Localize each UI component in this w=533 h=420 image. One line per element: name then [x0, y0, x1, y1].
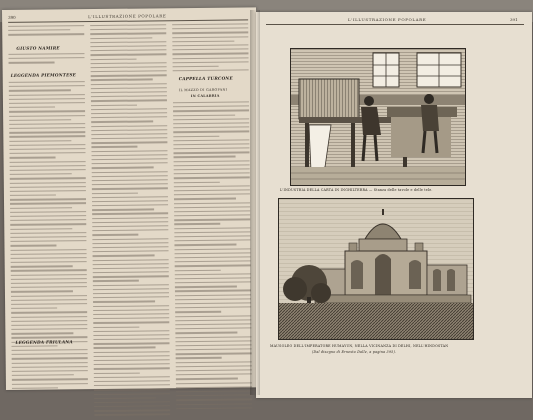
left-page	[2, 7, 260, 390]
caption-paper-factory: L'INDUSTRIA DELLA CARTA IN INGHILTERRA — Stanza delle tavole e delle tele.	[280, 188, 433, 192]
book-gutter	[250, 10, 260, 395]
caption-humayun-tomb: MAUSOLEO DELL'IMPERATORE HUMAYUN, NELLA VICINANZA DI DELHI, NELL'HINDOSTAN	[270, 344, 449, 348]
left-column-1-body	[9, 81, 88, 350]
heading-leggenda-piemontese: LEGGENDA PIEMONTESE	[10, 72, 77, 78]
left-column-3-body	[173, 101, 252, 412]
humayun-tomb-engraving	[278, 198, 474, 340]
paper-factory-engraving	[290, 48, 466, 186]
heading-leggenda-friulana: LEGGENDA FRIULANA	[15, 339, 73, 345]
left-header-rule	[8, 19, 248, 23]
paper-factory-drawing	[291, 49, 465, 185]
left-column-1-end	[12, 349, 88, 392]
right-page	[256, 12, 532, 398]
heading-in-calabria: IN CALABRIA	[190, 93, 220, 99]
left-running-head: L'ILLUSTRAZIONE POPOLARE	[88, 13, 167, 20]
caption-humayun-source: (Dal disegno di Ernesto Dalle, a pagina 395).	[312, 350, 397, 354]
left-column-2	[90, 24, 170, 418]
heading-mazzo-garofani: IL MAZZO DI GAROFANI	[178, 87, 228, 93]
heading-cappella-turcone: CAPPELLA TURCONE	[178, 75, 233, 82]
right-page-number: 391	[510, 17, 518, 22]
humayun-tomb-drawing	[279, 199, 473, 339]
left-column-3	[172, 23, 249, 74]
right-header-rule	[266, 24, 524, 25]
left-page-number: 390	[8, 14, 16, 20]
right-running-head: L'ILLUSTRAZIONE POPOLARE	[348, 17, 427, 22]
left-column-1-a	[8, 53, 84, 66]
left-column-1	[8, 25, 84, 38]
heading-giusto-namire: GIUSTO NAMIRE	[16, 45, 60, 51]
